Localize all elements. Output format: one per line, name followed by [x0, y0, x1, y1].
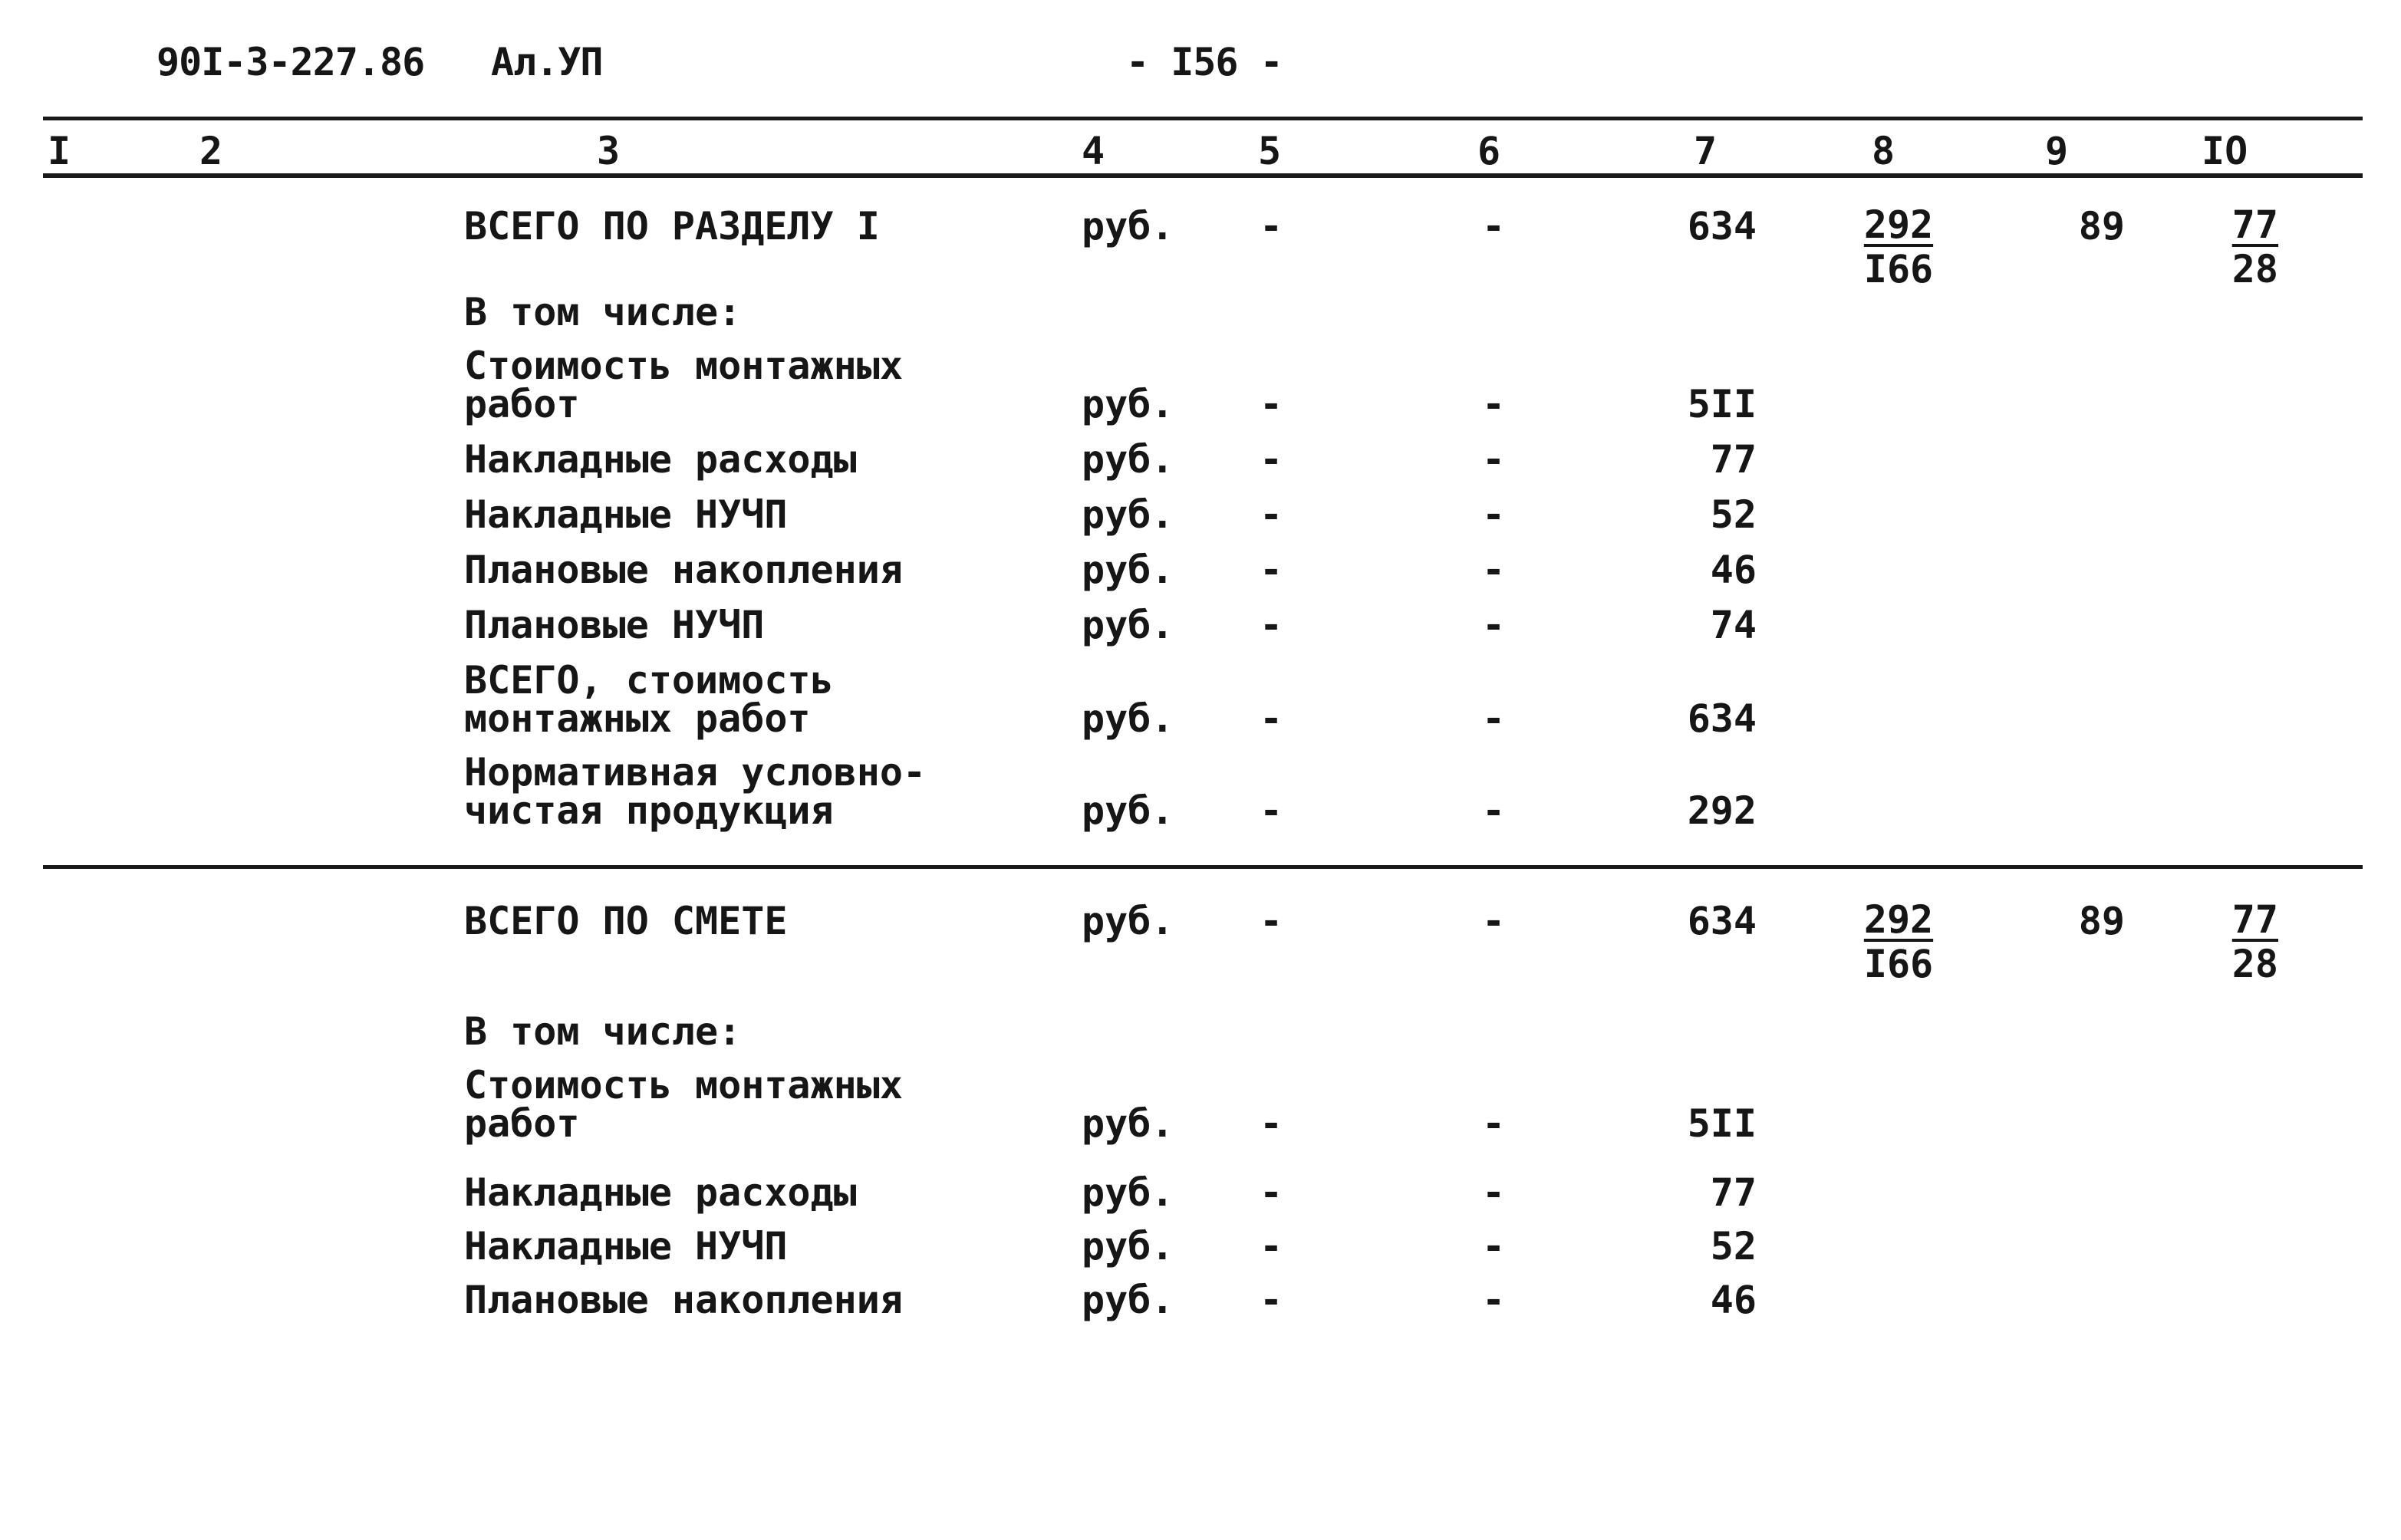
- column-number-10: IO: [2202, 129, 2248, 173]
- section-total-col9: 89: [2078, 204, 2125, 248]
- estimate-total-col6: -: [1482, 899, 1506, 943]
- row-unit: руб.: [1082, 603, 1174, 647]
- row-name-line1: Стоимость монтажных: [464, 344, 903, 388]
- row-col6: -: [1482, 492, 1506, 537]
- row-col7: 52: [1710, 492, 1757, 537]
- section-total-col5: -: [1260, 204, 1283, 248]
- row-col5: -: [1260, 382, 1283, 426]
- row-name-line1: Нормативная условно-: [464, 750, 927, 795]
- estimate-total-name: ВСЕГО ПО СМЕТЕ: [464, 899, 788, 943]
- section-subtitle: В том числе:: [464, 290, 742, 334]
- row-col6: -: [1482, 788, 1506, 833]
- estimate-total-col7: 634: [1687, 899, 1757, 943]
- row-col7: 634: [1687, 696, 1757, 741]
- row-col7: 5II: [1687, 382, 1757, 426]
- row-col5: -: [1260, 1101, 1283, 1146]
- row-col7: 46: [1710, 548, 1757, 592]
- row-col6: -: [1482, 437, 1506, 482]
- estimate-total-col5: -: [1260, 899, 1283, 943]
- row-col7: 74: [1710, 603, 1757, 647]
- section-row: [0, 750, 2401, 833]
- row-unit: руб.: [1082, 492, 1174, 537]
- estimate-subtitle: В том числе:: [464, 1009, 742, 1054]
- row-unit: руб.: [1082, 1278, 1174, 1322]
- row-unit: руб.: [1082, 696, 1174, 741]
- section-total-col8-numerator: 292: [1863, 202, 1934, 247]
- row-col5: -: [1260, 492, 1283, 537]
- estimate-row: [0, 1224, 2401, 1269]
- row-name: [464, 1063, 903, 1146]
- row-col7: 46: [1710, 1278, 1757, 1322]
- column-number-2: 2: [199, 129, 223, 173]
- row-name: Накладные расходы: [464, 437, 857, 482]
- page-number: - I56 -: [1126, 40, 1283, 84]
- column-number-5: 5: [1258, 129, 1282, 173]
- column-number-7: 7: [1694, 129, 1718, 173]
- album-label: Ал.УП: [491, 40, 603, 84]
- column-number-8: 8: [1872, 129, 1895, 173]
- row-col6: -: [1482, 382, 1506, 426]
- row-unit: руб.: [1082, 437, 1174, 482]
- estimate-total-col10-denominator: 28: [2231, 942, 2278, 986]
- estimate-total-col8-denominator: I66: [1863, 942, 1934, 986]
- header-top-rule: [43, 117, 2363, 120]
- estimate-row: [0, 1063, 2401, 1146]
- row-col6: -: [1482, 1170, 1506, 1215]
- header-bottom-rule: [43, 173, 2363, 178]
- row-name: Плановые НУЧП: [464, 603, 765, 647]
- section-row: [0, 437, 2401, 482]
- estimate-row: [0, 1278, 2401, 1322]
- row-col7: 77: [1710, 437, 1757, 482]
- section-total-col10-fraction: [2194, 202, 2278, 291]
- section-total-col8-fraction: [1856, 202, 1941, 291]
- row-col6: -: [1482, 548, 1506, 592]
- row-unit: руб.: [1082, 1224, 1174, 1269]
- row-col7: 52: [1710, 1224, 1757, 1269]
- estimate-total-col9: 89: [2078, 899, 2125, 943]
- row-name: Накладные НУЧП: [464, 492, 788, 537]
- section-row: [0, 603, 2401, 647]
- section-total-name: ВСЕГО ПО РАЗДЕЛУ I: [464, 204, 880, 248]
- row-col5: -: [1260, 1224, 1283, 1269]
- row-name-line1: ВСЕГО, стоимость: [464, 658, 834, 703]
- estimate-row: [0, 1170, 2401, 1215]
- section-separator-rule: [43, 865, 2363, 869]
- row-unit: руб.: [1082, 1170, 1174, 1215]
- row-unit: руб.: [1082, 382, 1174, 426]
- row-name: [464, 750, 927, 833]
- row-col5: -: [1260, 437, 1283, 482]
- row-col5: -: [1260, 788, 1283, 833]
- row-col6: -: [1482, 696, 1506, 741]
- row-col7: 5II: [1687, 1101, 1757, 1146]
- estimate-total-row: [0, 897, 2401, 986]
- estimate-total-col8-numerator: 292: [1863, 897, 1934, 942]
- estimate-total-col10-fraction: [2194, 897, 2278, 986]
- row-name: Плановые накопления: [464, 1278, 903, 1322]
- column-number-3: 3: [597, 129, 621, 173]
- row-name: Плановые накопления: [464, 548, 903, 592]
- row-col5: -: [1260, 548, 1283, 592]
- section-total-col10-numerator: 77: [2231, 202, 2278, 247]
- row-col5: -: [1260, 603, 1283, 647]
- column-number-6: 6: [1477, 129, 1501, 173]
- section-total-col7: 634: [1687, 204, 1757, 248]
- section-total-col10-denominator: 28: [2231, 247, 2278, 291]
- row-col5: -: [1260, 1278, 1283, 1322]
- section-total-col6: -: [1482, 204, 1506, 248]
- section-total-unit: руб.: [1082, 204, 1174, 248]
- row-name-line2: монтажных работ: [464, 696, 811, 741]
- row-name: [464, 658, 834, 741]
- row-unit: руб.: [1082, 1101, 1174, 1146]
- document-code: 90I-3-227.86: [156, 40, 425, 84]
- column-number-1: I: [48, 129, 71, 173]
- row-col6: -: [1482, 1101, 1506, 1146]
- estimate-total-col10-numerator: 77: [2231, 897, 2278, 942]
- row-name: Накладные расходы: [464, 1170, 857, 1215]
- row-name-line2: чистая продукция: [464, 788, 834, 833]
- row-name: Накладные НУЧП: [464, 1224, 788, 1269]
- section-total-col8-denominator: I66: [1863, 247, 1934, 291]
- row-unit: руб.: [1082, 788, 1174, 833]
- estimate-total-col8-fraction: [1856, 897, 1941, 986]
- row-col7: 77: [1710, 1170, 1757, 1215]
- column-number-9: 9: [2045, 129, 2069, 173]
- column-number-4: 4: [1082, 129, 1105, 173]
- row-col6: -: [1482, 1278, 1506, 1322]
- row-col6: -: [1482, 603, 1506, 647]
- row-col6: -: [1482, 1224, 1506, 1269]
- row-name: [464, 344, 903, 426]
- estimate-total-unit: руб.: [1082, 899, 1174, 943]
- row-name-line2: работ: [464, 382, 580, 426]
- row-name-line2: работ: [464, 1101, 580, 1146]
- row-col7: 292: [1687, 788, 1757, 833]
- section-row: [0, 658, 2401, 741]
- section-row: [0, 492, 2401, 537]
- row-col5: -: [1260, 1170, 1283, 1215]
- section-total-row: [0, 202, 2401, 291]
- row-col5: -: [1260, 696, 1283, 741]
- row-unit: руб.: [1082, 548, 1174, 592]
- row-name-line1: Стоимость монтажных: [464, 1063, 903, 1107]
